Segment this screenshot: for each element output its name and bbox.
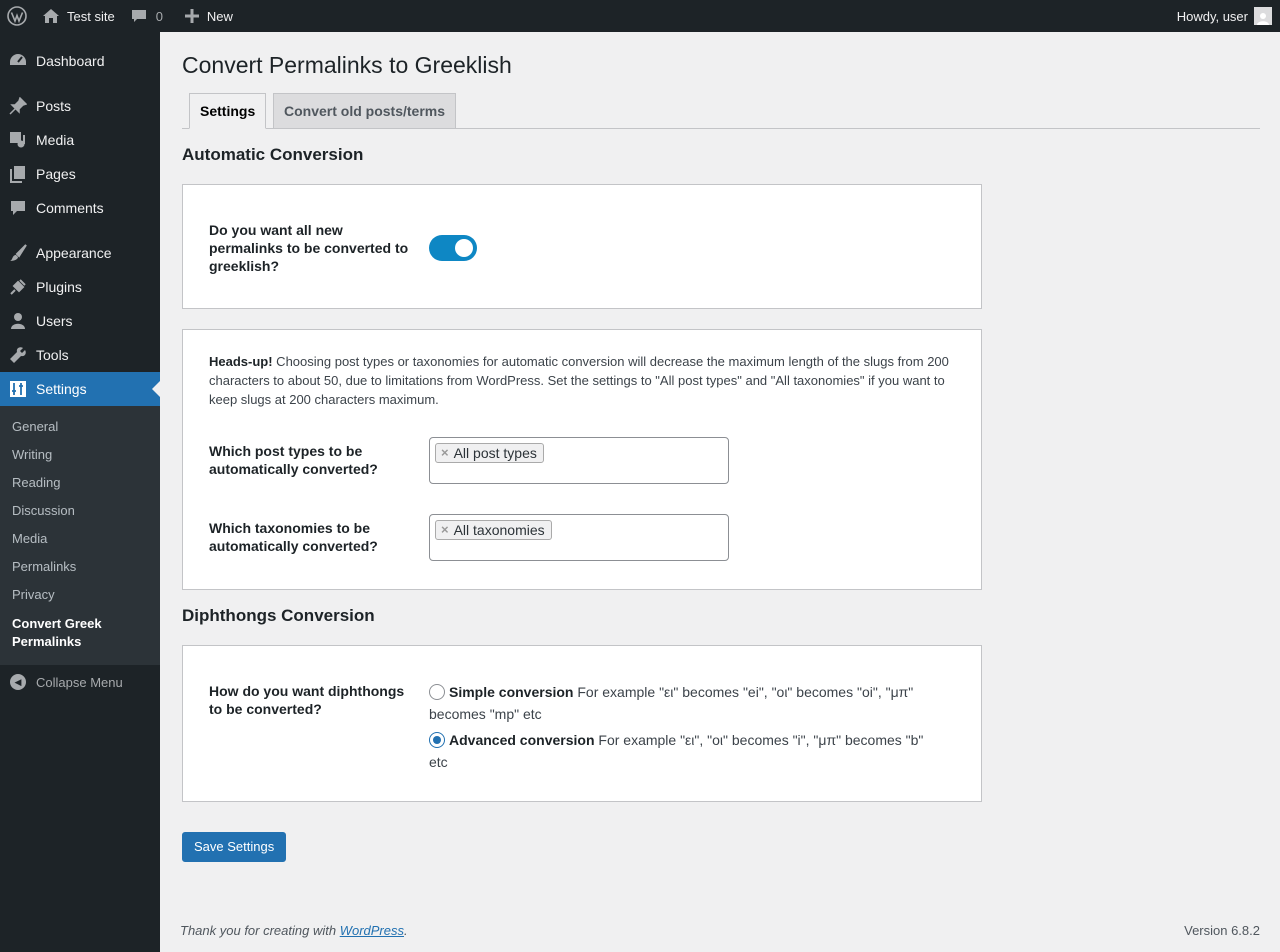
sidebar-item-label: Tools — [36, 347, 69, 363]
auto-convert-question: Do you want all new permalinks to be converted to greeklish? — [209, 222, 409, 274]
avatar — [1254, 7, 1272, 25]
tab-settings[interactable]: Settings — [189, 93, 266, 129]
sidebar-item-settings[interactable] — [0, 372, 160, 406]
settings-submenu — [0, 406, 160, 665]
main-content — [160, 32, 1280, 952]
wrench-icon — [8, 345, 28, 365]
sidebar-item-label: Posts — [36, 98, 72, 114]
sidebar-item-pages[interactable] — [0, 157, 160, 191]
submenu-item-reading[interactable]: Reading — [12, 475, 61, 490]
howdy-text: Howdy, user — [1176, 8, 1248, 24]
save-settings-button[interactable]: Save Settings — [182, 832, 286, 862]
heads-up-notice — [209, 352, 959, 409]
footer-thanks — [180, 923, 408, 938]
post-types-card — [182, 329, 982, 590]
auto-convert-toggle[interactable] — [429, 235, 477, 261]
sidebar-item-posts[interactable] — [0, 89, 160, 123]
wordpress-logo-icon[interactable] — [0, 0, 34, 32]
sidebar-item-users[interactable] — [0, 304, 160, 338]
admin-bar — [0, 0, 1280, 32]
remove-chip-icon[interactable]: × — [441, 445, 449, 460]
pin-icon — [8, 96, 28, 116]
diphthongs-card — [182, 645, 982, 802]
sidebar-item-media[interactable] — [0, 123, 160, 157]
advanced-conversion-label: Advanced conversion — [449, 732, 595, 748]
pages-icon — [8, 164, 28, 184]
sidebar-item-dashboard[interactable] — [0, 44, 160, 78]
footer-thanks-suffix: . — [404, 923, 408, 938]
collapse-arrow-icon: ◀ — [10, 674, 26, 690]
comments-count: 0 — [155, 8, 163, 24]
automatic-conversion-heading: Automatic Conversion — [182, 145, 364, 164]
site-name-link[interactable] — [34, 0, 123, 32]
sidebar-item-plugins[interactable] — [0, 270, 160, 304]
taxonomies-chip — [435, 520, 552, 540]
simple-conversion-radio[interactable] — [429, 684, 445, 700]
media-icon — [8, 130, 28, 150]
toggle-knob — [455, 239, 473, 257]
wordpress-link[interactable]: WordPress — [339, 923, 404, 938]
brush-icon — [8, 243, 28, 263]
submenu-item-writing[interactable]: Writing — [12, 447, 53, 462]
simple-conversion-option[interactable] — [429, 681, 929, 725]
user-icon — [8, 311, 28, 331]
advanced-conversion-desc: For example "ει", "οι" becomes "i", "μπ" becomes "b" etc — [429, 732, 924, 770]
taxonomies-question: Which taxonomies to be automatically converted? — [209, 520, 378, 554]
sidebar-item-comments[interactable] — [0, 191, 160, 225]
submenu-item-media[interactable]: Media — [12, 531, 48, 546]
notice-text: Choosing post types or taxonomies for automatic conversion will decrease the maximum length of the slugs from 200 characters to about 50, due to limitations from WordPress. Set the settings to "All post types" and "All taxonomies" if you want to keep slugs at 200 characters maximum. — [209, 354, 949, 407]
sidebar-item-label: Plugins — [36, 279, 82, 295]
diphthongs-conversion-heading: Diphthongs Conversion — [182, 606, 375, 625]
comment-icon — [8, 198, 28, 218]
sidebar-item-label: Users — [36, 313, 73, 329]
submenu-item-discussion[interactable]: Discussion — [12, 503, 75, 518]
simple-conversion-desc: For example "ει" becomes "ei", "οι" becomes "oi", "μπ" becomes "mp" etc — [429, 684, 914, 722]
tab-convert-old-posts[interactable]: Convert old posts/terms — [273, 93, 456, 129]
comments-link[interactable] — [123, 0, 171, 32]
chip-label: All post types — [453, 445, 537, 461]
my-account[interactable] — [1177, 7, 1280, 25]
advanced-conversion-option[interactable] — [429, 729, 929, 773]
automatic-conversion-card — [182, 184, 982, 309]
notice-bold: Heads-up! — [209, 354, 273, 369]
advanced-conversion-radio[interactable] — [429, 732, 445, 748]
sidebar-item-label: Comments — [36, 200, 104, 216]
post-types-chip — [435, 443, 544, 463]
sidebar-item-label: Dashboard — [36, 53, 105, 69]
sidebar-item-label: Media — [36, 132, 75, 148]
page-title: Convert Permalinks to Greeklish — [182, 52, 512, 78]
sidebar-item-label: Pages — [36, 166, 76, 182]
chip-label: All taxonomies — [453, 522, 545, 538]
simple-conversion-label: Simple conversion — [449, 684, 574, 700]
sidebar-item-label: Settings — [36, 381, 87, 397]
site-name: Test site — [67, 8, 115, 24]
tab-bar — [182, 93, 1260, 129]
footer-version: Version 6.8.2 — [1184, 923, 1260, 938]
collapse-menu-button[interactable] — [0, 665, 160, 699]
sidebar-item-label: Appearance — [36, 245, 112, 261]
dashboard-icon — [8, 51, 28, 71]
taxonomies-select[interactable] — [429, 514, 729, 561]
submenu-item-permalinks[interactable]: Permalinks — [12, 559, 77, 574]
new-content-link[interactable] — [177, 0, 241, 32]
submenu-item-privacy[interactable]: Privacy — [12, 587, 55, 602]
remove-chip-icon[interactable]: × — [441, 522, 449, 537]
admin-sidebar — [0, 32, 160, 952]
plus-icon — [185, 9, 199, 23]
submenu-item-convert-greek-permalinks[interactable]: Convert Greek Permalinks — [12, 616, 102, 649]
diphthongs-question: How do you want diphthongs to be converted? — [209, 683, 405, 717]
home-icon — [42, 7, 60, 25]
post-types-select[interactable] — [429, 437, 729, 484]
submenu-item-general[interactable]: General — [12, 419, 59, 434]
sidebar-item-appearance[interactable] — [0, 236, 160, 270]
footer-thanks-prefix: Thank you for creating with — [180, 923, 340, 938]
plug-icon — [8, 277, 28, 297]
sliders-icon — [8, 379, 28, 399]
sidebar-item-tools[interactable] — [0, 338, 160, 372]
comment-bubble-icon — [131, 8, 147, 24]
post-types-question: Which post types to be automatically converted? — [209, 443, 378, 477]
collapse-menu-label: Collapse Menu — [36, 674, 123, 690]
new-label: New — [206, 8, 233, 24]
